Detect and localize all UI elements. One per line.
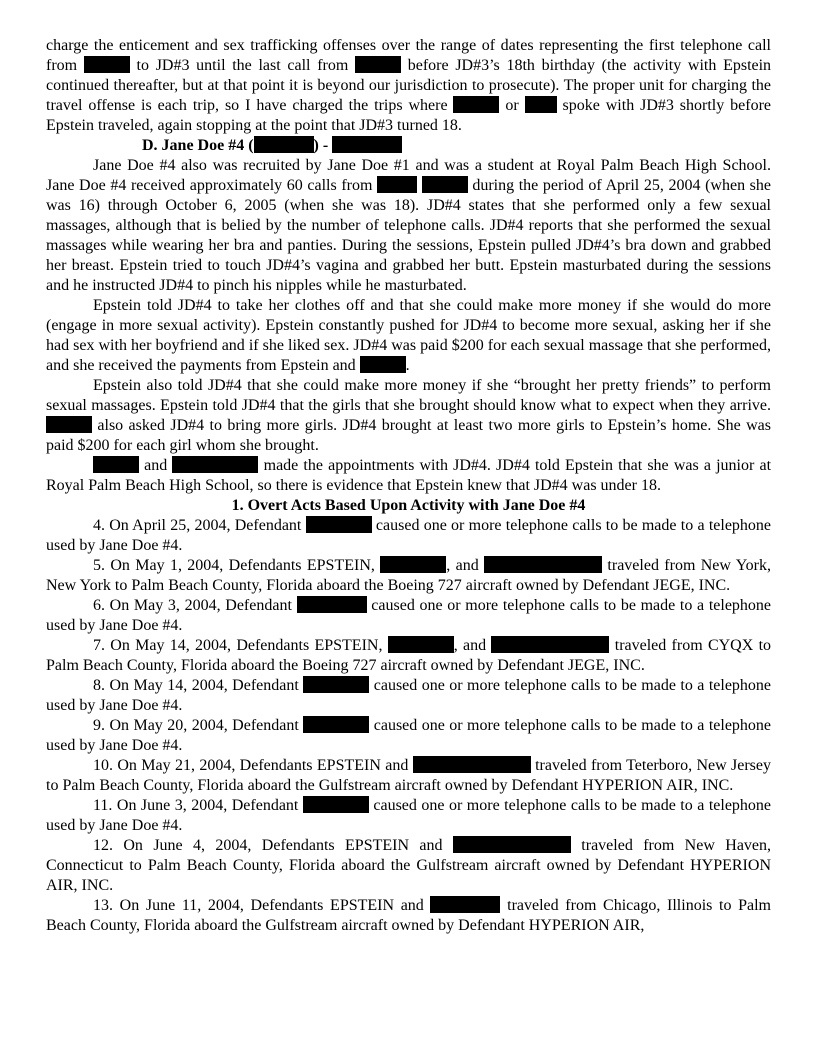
text: to JD#3 until the last call from: [136, 57, 349, 74]
redaction-block: [46, 416, 92, 433]
text: also asked JD#4 to bring more girls. JD#4 brought at least two more girls to Epstein’s home. She was paid $200 for each girl whom she brought.: [46, 417, 772, 454]
overt-act-13: [46, 896, 771, 936]
text: caused one or more telephone calls to be made to a telephone used by Jane Doe #4.: [46, 597, 772, 634]
redaction-block: [388, 636, 454, 653]
redaction-block: [430, 896, 500, 913]
text: traveled from CYQX to Palm Beach County, Florida aboard the Boeing 727 aircraft owned by Defendant JEGE, INC.: [46, 637, 772, 674]
paragraph-jd4-appointments: [46, 456, 771, 496]
text: 7. On May 14, 2004, Defendants EPSTEIN,: [93, 637, 383, 654]
paragraph-jd4-recruitment: [46, 156, 771, 296]
redaction-block: [297, 596, 367, 613]
text: , and: [453, 637, 487, 654]
text: caused one or more telephone calls to be made to a telephone used by Jane Doe #4.: [46, 717, 772, 754]
text: caused one or more telephone calls to be made to a telephone used by Jane Doe #4.: [46, 677, 772, 714]
text: or: [505, 97, 519, 114]
redaction-block: [172, 456, 258, 473]
overt-act-12: [46, 836, 771, 896]
intro-paragraph: [46, 36, 771, 136]
redaction-block: [84, 56, 130, 73]
redaction-block: [413, 756, 531, 773]
text: before JD#3’s 18th birthday (the activity with Epstein continued thereafter, but at that point it is beyond our jurisdiction to prosecute).: [46, 57, 772, 94]
text: spoke with JD#3 shortly before Epstein traveled, again stopping at the point that JD#3 turned 18.: [46, 97, 771, 134]
heading-text: ) -: [313, 137, 329, 154]
text: made the appointments with JD#4. JD#4 told Epstein that she was a junior at Royal Palm Beach High School, so there is evidence that Epstein knew that JD#4 was under 18.: [46, 457, 772, 494]
paragraph-jd4-payments: [46, 296, 771, 376]
text: traveled from Chicago, Illinois to Palm Beach County, Florida aboard the Gulfstream aircraft owned by Defendant HYPERION AIR,: [46, 897, 772, 934]
text: .: [405, 357, 410, 374]
redaction-block: [453, 96, 499, 113]
text: caused one or more telephone calls to be made to a telephone used by Jane Doe #4.: [46, 517, 772, 554]
redaction-block: [303, 716, 369, 733]
redaction-block: [332, 136, 402, 153]
redaction-block: [355, 56, 401, 73]
document-page: [46, 36, 771, 936]
overt-act-6: [46, 596, 771, 636]
text: caused one or more telephone calls to be made to a telephone used by Jane Doe #4.: [46, 797, 772, 834]
text: 12. On June 4, 2004, Defendants EPSTEIN and: [93, 837, 443, 854]
section-heading-jane-doe-4: [46, 136, 771, 156]
paragraph-jd4-friends: [46, 376, 771, 456]
text: 4. On April 25, 2004, Defendant: [93, 517, 302, 534]
text: 5. On May 1, 2004, Defendants EPSTEIN,: [93, 557, 375, 574]
redaction-block: [306, 516, 372, 533]
text: traveled from New Haven, Connecticut to Palm Beach County, Florida aboard the Gulfstream aircraft owned by Defendant HYPERION AIR, INC.: [46, 837, 772, 894]
text: Epstein told JD#4 to take her clothes off and that she could make more money if she would do more (engage in more sexual activity). Epstein constantly pushed for JD#4 to become more sexual, asking her if she had sex with her boyfriend and if she liked sex. JD#4 was paid $200 for each sexual massage that she performed, and she received the payments from Epstein and: [46, 297, 771, 374]
redaction-block: [254, 136, 314, 153]
text: The proper unit for charging the travel offense is each trip, so I have charged the trips where: [46, 77, 772, 114]
text: 9. On May 20, 2004, Defendant: [93, 717, 299, 734]
text: , and: [446, 557, 479, 574]
text: and: [144, 457, 168, 474]
text: traveled from New York, New York to Palm Beach County, Florida aboard the Boeing 727 aircraft owned by Defendant JEGE, INC.: [46, 557, 772, 594]
redaction-block: [93, 456, 139, 473]
redaction-block: [484, 556, 602, 573]
text: 10. On May 21, 2004, Defendants EPSTEIN and: [93, 757, 409, 774]
redaction-block: [303, 796, 369, 813]
overt-act-11: [46, 796, 771, 836]
redaction-block: [380, 556, 446, 573]
redaction-block: [377, 176, 417, 193]
redaction-block: [303, 676, 369, 693]
text: 13. On June 11, 2004, Defendants EPSTEIN and: [93, 897, 424, 914]
overt-act-7: [46, 636, 771, 676]
redaction-block: [491, 636, 609, 653]
text: 6. On May 3, 2004, Defendant: [93, 597, 292, 614]
heading-text: D. Jane Doe #4 (: [142, 137, 254, 154]
text: 8. On May 14, 2004, Defendant: [93, 677, 299, 694]
overt-act-9: [46, 716, 771, 756]
redaction-block: [360, 356, 406, 373]
text: 11. On June 3, 2004, Defendant: [93, 797, 299, 814]
overt-act-10: [46, 756, 771, 796]
redaction-block: [453, 836, 571, 853]
text: traveled from Teterboro, New Jersey to Palm Beach County, Florida aboard the Gulfstream aircraft owned by Defendant HYPERION AIR, INC.: [46, 757, 772, 794]
overt-acts-heading: 1. Overt Acts Based Upon Activity with Jane Doe #4: [231, 497, 586, 514]
text: during the period of April 25, 2004 (when she was 16) through October 6, 2005 (when she was 18). JD#4 states that she performed only a few sexual massages, although that is belied by the number of telephone calls. JD#4 reports that she performed the sexual massages while wearing her bra and panties. During the sessions, Epstein pulled JD#4’s bra down and grabbed her breast. Epstein tried to touch JD#4’s vagina and grabbed her butt. Epstein masturbated during the sessions and he instructed JD#4 to pinch his nipples while he masturbated.: [46, 177, 772, 294]
redaction-block: [525, 96, 557, 113]
overt-act-8: [46, 676, 771, 716]
text: charge the enticement and sex trafficking offenses over the range of dates representing the first telephone call from: [46, 37, 771, 74]
overt-act-5: [46, 556, 771, 596]
text: Epstein also told JD#4 that she could make more money if she “brought her pretty friends” to perform sexual massages. Epstein told JD#4 that the girls that she brought should know what to expect when they arrive.: [46, 377, 771, 414]
redaction-block: [422, 176, 468, 193]
text: Jane Doe #4 also was recruited by Jane Doe #1 and was a student at Royal Palm Beach High School. Jane Doe #4 received approximately 60 calls from: [46, 157, 771, 194]
overt-act-4: [46, 516, 771, 556]
